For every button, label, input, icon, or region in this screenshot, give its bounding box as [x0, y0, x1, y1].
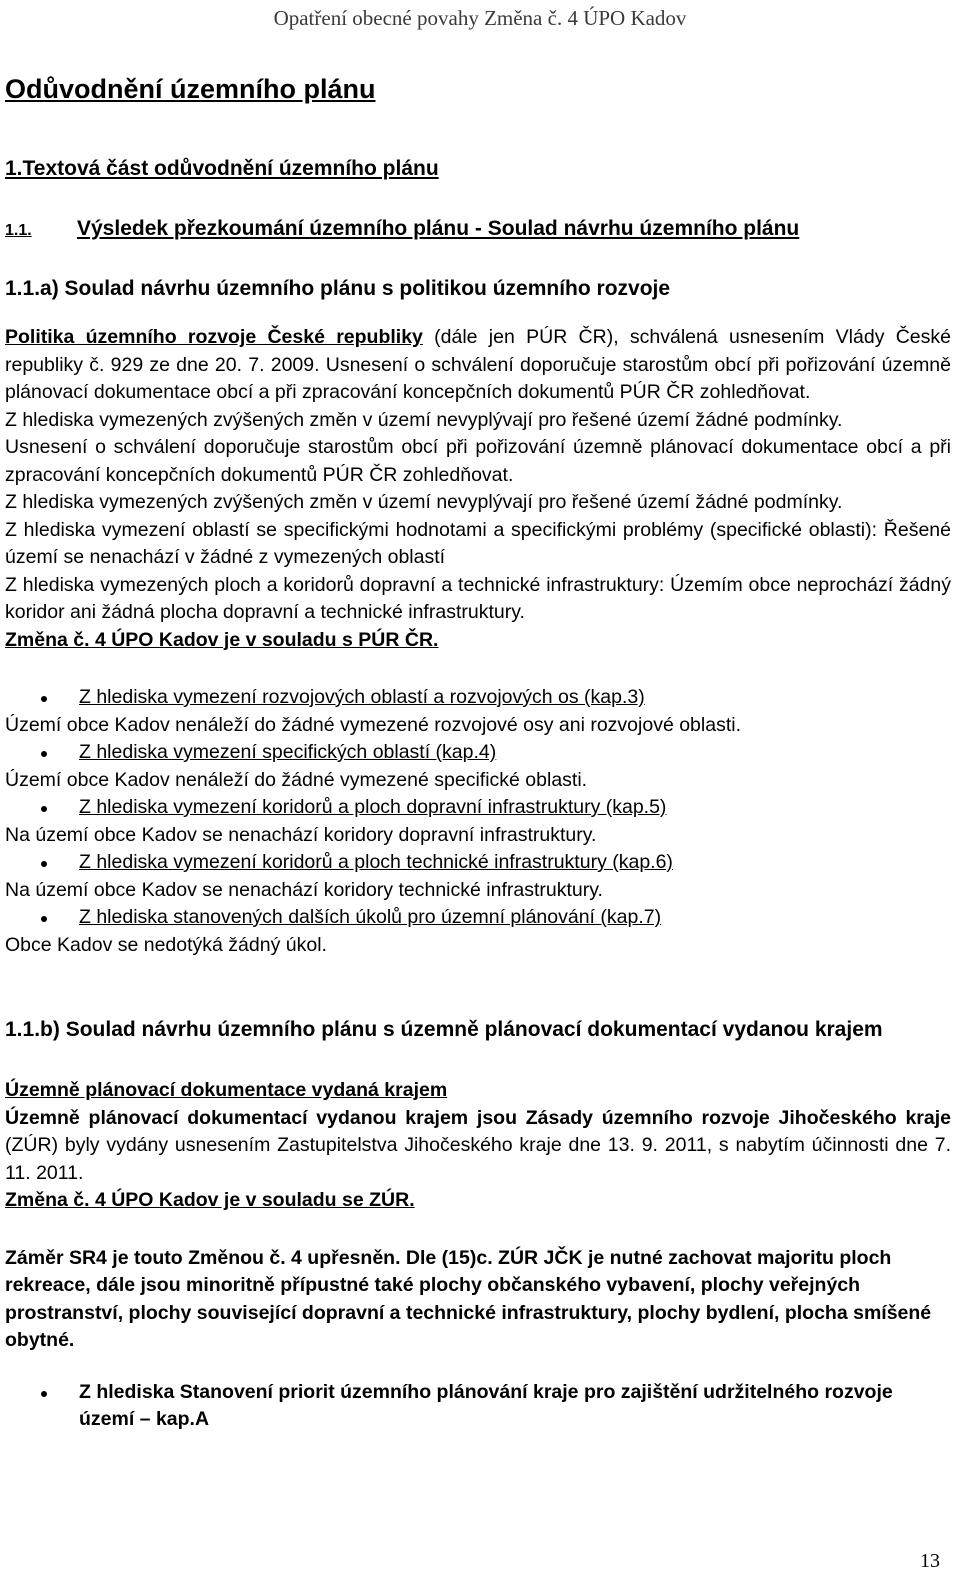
paragraph-2: Z hlediska vymezených zvýšených změn v území nevyplývají pro řešené území žádné podmínky.: [5, 408, 843, 431]
list-item: Z hlediska vymezení specifických oblastí (kap.4): [5, 739, 951, 767]
paragraph-6: Z hlediska vymezených ploch a koridorů dopravní a technické infrastruktury: Územím obce neprochází žádný koridor ani žádná plocha dopravní a technické infrastruktury.: [5, 573, 951, 623]
bullet-icon: [41, 1391, 47, 1397]
section-title: Výsledek přezkoumání územního plánu - Soulad návrhu územního plánu: [77, 217, 800, 240]
list-item: Z hlediska vymezení koridorů a ploch technické infrastruktury (kap.6): [5, 849, 951, 877]
list-item: Z hlediska vymezení rozvojových oblastí a rozvojových os (kap.3): [5, 684, 951, 712]
paragraph-5: Z hlediska vymezení oblastí se specifickými hodnotami a specifickými problémy (specifické oblasti): Řešené území se nenachází v žádné z vymezených oblastí: [5, 518, 951, 568]
paragraph-pur-text: (dále jen PÚR ČR), schválená usnesením Vlády České republiky č. 929 ze dne 20. 7. 2009. Usnesení o schválení doporučuje starostům obcí při pořizování územně plánovací dokumentace obcí a při zpracování koncepčních dokumentů PÚR ČR zohledňovat.: [5, 326, 951, 403]
document-body: [5, 70, 951, 1434]
section-heading-1: 1.Textová část odůvodnění územního plánu: [5, 157, 439, 180]
bullet-icon: [41, 861, 47, 867]
section-heading-1-1: [5, 214, 951, 246]
paragraph-zur-heading: Územně plánovací dokumentace vydaná krajem: [5, 1079, 448, 1101]
page-number: 13: [920, 1550, 940, 1572]
paragraph-3: Usnesení o schválení doporučuje starostům obcí při pořizování územně plánovací dokumentace obcí a při zpracování koncepčních dokumentů PÚR ČR zohledňovat.: [5, 436, 951, 486]
list-item: Z hlediska vymezení koridorů a ploch dopravní infrastruktury (kap.5): [5, 794, 951, 822]
section-number: 1.1.: [5, 222, 32, 239]
bullet-icon: [41, 696, 47, 702]
list-item: Z hlediska stanovených dalších úkolů pro územní plánování (kap.7): [5, 904, 951, 932]
list-note: Na území obce Kadov se nenachází koridory dopravní infrastruktury.: [5, 823, 597, 846]
pur-link: Politika územního rozvoje České republiky: [5, 326, 423, 348]
section-heading-1-1-b: 1.1.b) Soulad návrhu územního plánu s územně plánovací dokumentací vydanou krajem: [5, 1018, 883, 1041]
criteria-list: [5, 684, 951, 712]
conclusion-pur: Změna č. 4 ÚPO Kadov je v souladu s PÚR ČR.: [5, 628, 439, 651]
list-note: Na území obce Kadov se nenachází koridory technické infrastruktury.: [5, 878, 603, 901]
paragraph-sr4: Záměr SR4 je touto Změnou č. 4 upřesněn. Dle (15)c. ZÚR JČK je nutné zachovat majoritu ploch rekreace, dále jsou minoritně přípustné také plochy občanského vybavení, plochy veřejných prostranství, plochy související dopravní a technické infrastruktury, plochy bydlení, plocha smíšené obytné.: [5, 1246, 932, 1351]
list-note: Obce Kadov se nedotýká žádný úkol.: [5, 933, 327, 956]
running-header: Opatření obecné povahy Změna č. 4 ÚPO Kadov: [273, 6, 687, 30]
list-note: Území obce Kadov nenáleží do žádné vymezené specifické oblasti.: [5, 768, 588, 791]
section-heading-1-1-a: 1.1.a) Soulad návrhu územního plánu s politikou územního rozvoje: [5, 277, 671, 300]
list-item: Z hlediska Stanovení priorit územního plánování kraje pro zajištění udržitelného rozvoje území – kap.A: [5, 1379, 951, 1434]
bullet-icon: [41, 916, 47, 922]
list-note: Území obce Kadov nenáleží do žádné vymezené rozvojové osy ani rozvojové oblasti.: [5, 713, 741, 736]
bullet-icon: [41, 806, 47, 812]
bullet-icon: [41, 751, 47, 757]
conclusion-zur: Změna č. 4 ÚPO Kadov je v souladu se ZÚR.: [5, 1189, 415, 1211]
document-title: Odůvodnění územního plánu: [5, 74, 376, 104]
paragraph-4: Z hlediska vymezených zvýšených změn v území nevyplývají pro řešené území žádné podmínky.: [5, 491, 843, 513]
paragraph-zur: Územně plánovací dokumentací vydanou krajem jsou Zásady územního rozvoje Jihočeského kraje (ZÚR) byly vydány usnesením Zastupitelstva Jihočeského kraje dne 13. 9. 2011, s nabytím účinnosti dne 7. 11. 2011.: [5, 1106, 951, 1184]
paragraph-pur: [5, 324, 951, 407]
